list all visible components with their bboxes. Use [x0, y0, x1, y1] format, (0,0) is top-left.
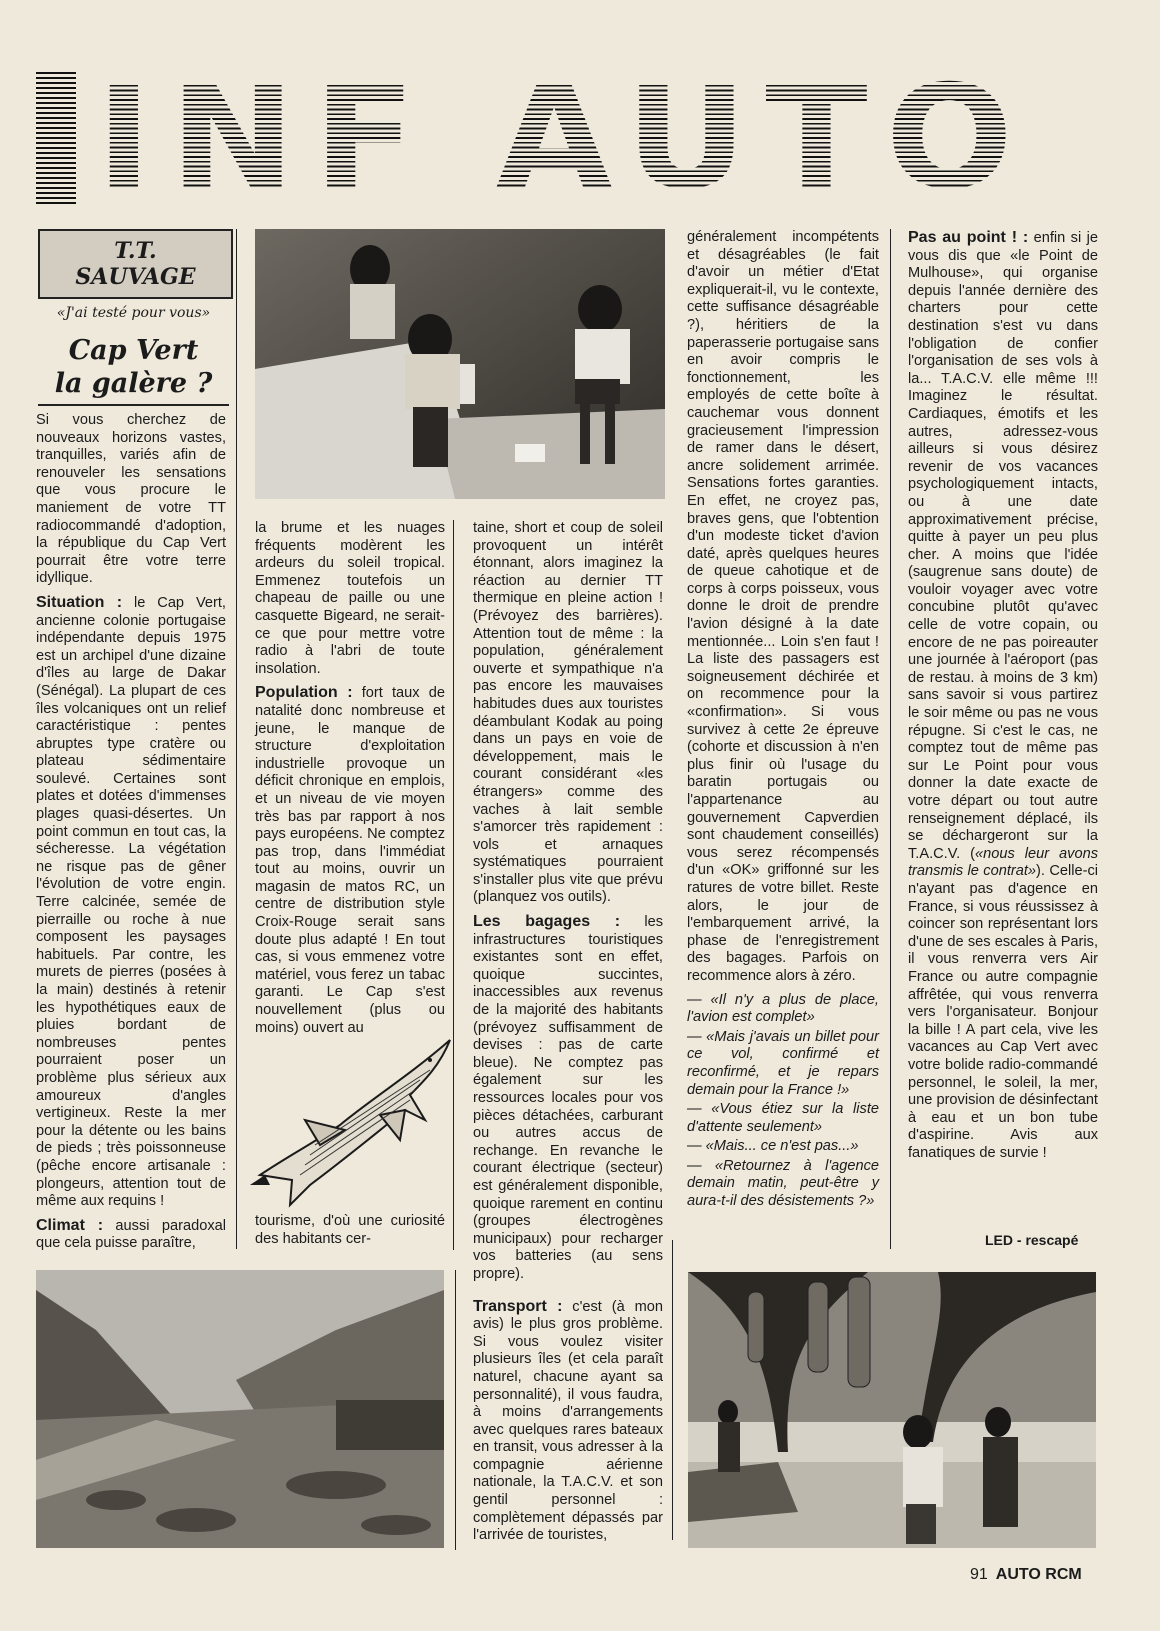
section-box	[38, 229, 233, 299]
intro-paragraph: Si vous cherchez de nouveaux horizons vastes, tranquilles, variés afin de renouveler les sensations que vous procure le maniement de votre TT radiocommandé d'adoption, la république du Cap Vert pourrait être votre terre idyllique.	[36, 412, 226, 587]
headline	[38, 334, 229, 406]
headline-line2: la galère ?	[54, 368, 213, 399]
author-signature: LED - rescapé	[985, 1232, 1079, 1248]
column-4	[687, 229, 879, 1213]
pas-au-point-heading: Pas au point ! :	[908, 229, 1029, 246]
column-4-text: généralement incompétents et désagréables (le fait d'avoir un métier d'Etat expliquerait-il, vu le contexte, cette suffisance désagréable ?), héritiers de la paperasserie portugaise sans en avoir compris le fonctionnement, les employés de cette boîte à cauchemar vous donnent gracieusement l'impression de ramer dans le désert, ancre solidement arrimée. Sensations fortes garanties. En effet, ne croyez pas, braves gens, que l'obtention d'un modeste ticket d'avion daté, après quelques heures de queue cahotique et de corps à corps poisseux, vous donne le droit de prendre l'avion désigné à la date mentionnée... Loin s'en faut ! La liste des passagers est soigneusement déchirée et on recommence pour la «confirmation». Si vous survivez à cette 2e épreuve (cohorte et discussion à n'en plus finir où l'usage du baratin portugais ou l'appartenance au gouvernement Capverdien sont chaudement conseillés) vous serez récompensés d'un «OK» griffonné sur les ratures de votre billet. Reste alors, le jour de l'embarquement arrivé, la phase de l'enregistrement des bagages. Parfois on recommence alors à zéro.	[687, 229, 879, 984]
situation-heading: Situation :	[36, 593, 123, 611]
dialogue-line: — «Mais... ce n'est pas...»	[687, 1138, 859, 1155]
kicker: «J'ai testé pour vous»	[56, 305, 211, 321]
column-5	[908, 229, 1098, 1168]
photo-children-toy	[255, 229, 665, 499]
column-rule	[236, 229, 237, 1249]
column-1	[36, 412, 226, 1259]
column-2-text-end: tourisme, d'où une curiosité des habitants cer-	[255, 1213, 445, 1247]
masthead-stripes-left	[36, 72, 76, 204]
section-box-line2: SAUVAGE	[75, 264, 196, 290]
dialogue-line: — «Il n'y a plus de place, l'avion est complet»	[687, 991, 879, 1026]
population-heading: Population :	[255, 684, 353, 702]
dialogue	[687, 992, 879, 1211]
situation-paragraph: Situation : le Cap Vert, ancienne colonie portugaise indépendante depuis 1975 est un archipel d'une dizaine d'îles au large de Dakar (Sénégal). La plupart de ces îles volcaniques ont un relief caractéristique : pentes abruptes type cratère ou plateau sédimentaire soulevé. Certaines sont plates et dotées d'immenses plages quasi-désertes. Un point commun en tout cas, la sécheresse. La végétation ne risque pas de gêner l'évolution de votre engin. Terre calcinée, semée de pierraille ou roche à nue composent les paysages habituels. Par contre, les murets de pierres (posées à la main) destinés à retenir les hypothétiques eaux de pluies bordant de nombreuses pentes pourraient poser un problème plus sérieux aux amoureux d'angles vertigineux. Reste la mer pour la détente ou les bains de pieds ; très poissonneuse (pêche encore artisanale : plongeurs, attention tout de même aux requins !	[36, 593, 226, 1210]
transport-heading: Transport :	[473, 1297, 563, 1315]
headline-line1: Cap Vert	[68, 335, 199, 366]
masthead-right-word: AUTO	[496, 75, 1096, 200]
column-rule	[890, 229, 891, 1249]
column-3	[473, 520, 663, 1551]
photo-valley	[36, 1270, 444, 1548]
climat-paragraph: Climat : aussi paradoxal que cela puisse paraître,	[36, 1216, 227, 1252]
dialogue-line: — «Vous étiez sur la liste d'attente seulement»	[687, 1101, 879, 1135]
pas-au-point-paragraph: Pas au point ! : enfin si je vous dis que «le Point de Mulhouse», qui organise depuis l'année dernière des charters pour cette destination s'est vu dans l'obligation de confier l'organisation de ses vols à la... T.A.C.V. elle même !!! Imaginez le résultat. Cardiaques, émotifs et les autres, adressez-vous ailleurs si vous désirez revenir de vos vacances psychologiquement intacts, ou à une date approximativement précise, quitte à payer un peu plus cher. A moins que l'idée (saugrenue sans doute) de vouloir voyager avec votre concubine plutôt qu'avec celle de votre copain, ou encore de ne pas poireauter une journée à l'aéroport (pas de restau. à moins de 3 km) sans savoir si vous partirez le soir même ou pas ne vous répugne. Si c'est le cas, ne comptez tout de même pas sur Le Point pour vous donner la date exacte de votre départ ou tout autre renseignement déplacé, ils se déchargeront sur la T.A.C.V. («nous leur avons transmis le contrat»). Celle-ci n'ayant pas d'agence en France, si vous réussissez à coincer son représentant lors d'une de ses escales à Paris, il vous renverra vers Air France ou autre compagnie affrêtée, qui vous renverra vers l'organisateur. Bonjour la bille ! A part cela, vive les vacances au Cap Vert avec votre bolide radio-commandé personnel, le soleil, la mer, une provision de désinfectant à eau et un bon tube d'aspirine. Avis aux fanatiques de survie !	[908, 229, 1098, 1161]
column-rule	[672, 1240, 673, 1540]
bagages-paragraph: Les bagages : les infrastructures touristiques existantes sont en effet, quoique succintes, inaccessibles aux revenus de la majorité des habitants (prévoyez suffisamment de devises : pas de carte bleue). Ne comptez pas également sur les ressources locales pour vos pièces détachées, carburant ou autres accus de rechange. En revanche le courant électrique (secteur) est généralement disponible, quoique rarement en continu (groupes électrogènes municipaux) pour recharger vos batteries (au sens propre).	[473, 913, 663, 1282]
population-paragraph: Population : fort taux de natalité donc nombreuse et jeune, le manque de structure d'exploitation industrielle provoque un déficit chronique en emplois, et un niveau de vie moyen très bas par rapport à nos pays européens. Ne comptez pas trop, dans l'immédiat tout au moins, ouvrir un magasin de matos RC, un centre de distribution style Croix-Rouge serait sans doute plus adapté ! En tout cas, si vous emmenez votre matériel, vous ferez un tabac garanti. Le Cap s'est nouvellement (plus ou moins) ouvert au	[255, 684, 445, 1036]
masthead-left-word: INF	[96, 75, 476, 200]
magazine-name: AUTO RCM	[995, 1566, 1082, 1583]
dialogue-line: — «Retournez à l'agence demain matin, peut-être y aura-t-il des désistements ?»	[687, 1157, 879, 1210]
masthead	[36, 55, 1096, 221]
column-3-text: taine, short et coup de soleil provoquent un intérêt étonnant, alors imaginez la réaction au dernier TT thermique en pleine action ! (Prévoyez des barrières). Attention tout de même : la population, généralement ouverte et sympathique n'a pas encore les mauvaises habitudes dues aux touristes déambulant Kodak au poing dans un pays en voie de développement, mais le courant considérant «les étrangers» comme des vaches à lait semble s'amorcer très rapidement : vols et arnaques systématiques pourraient s'installer plus vite que prévu (planquez vos outils).	[473, 520, 663, 906]
shark-illustration	[250, 1035, 455, 1210]
climat-heading: Climat :	[36, 1216, 104, 1234]
column-2	[255, 520, 445, 1043]
bagages-heading: Les bagages :	[473, 913, 621, 931]
dialogue-line: — «Mais j'avais un billet pour ce vol, confirmé et reconfirmé, et je repars demain pour la France !»	[687, 1028, 879, 1098]
page-number: 91	[970, 1566, 988, 1583]
photo-beach-fishermen	[688, 1272, 1096, 1548]
section-box-line1: T.T.	[114, 238, 157, 264]
column-2-end	[255, 1213, 445, 1254]
column-rule	[455, 1270, 456, 1550]
page-footer	[970, 1566, 1082, 1584]
column-2-text: la brume et les nuages fréquents modèrent les ardeurs du soleil tropical. Emmenez toutefois un chapeau de paille ou une casquette Bigeard, ne serait-ce que pour mettre votre radio à l'abri de toute insolation.	[255, 520, 445, 677]
transport-paragraph: Transport : c'est (à mon avis) le plus gros problème. Si vous voulez visiter plusieurs îles (et cela paraît naturel, chacune ayant sa personnalité), il vous faudra, à moins d'arrangements avec quelques rares bateaux en transit, vous adresser à la compagnie aérienne nationale, la T.A.C.V. et son gentil personnel : complètement dépassés par l'arrivée de touristes,	[473, 1297, 663, 1544]
